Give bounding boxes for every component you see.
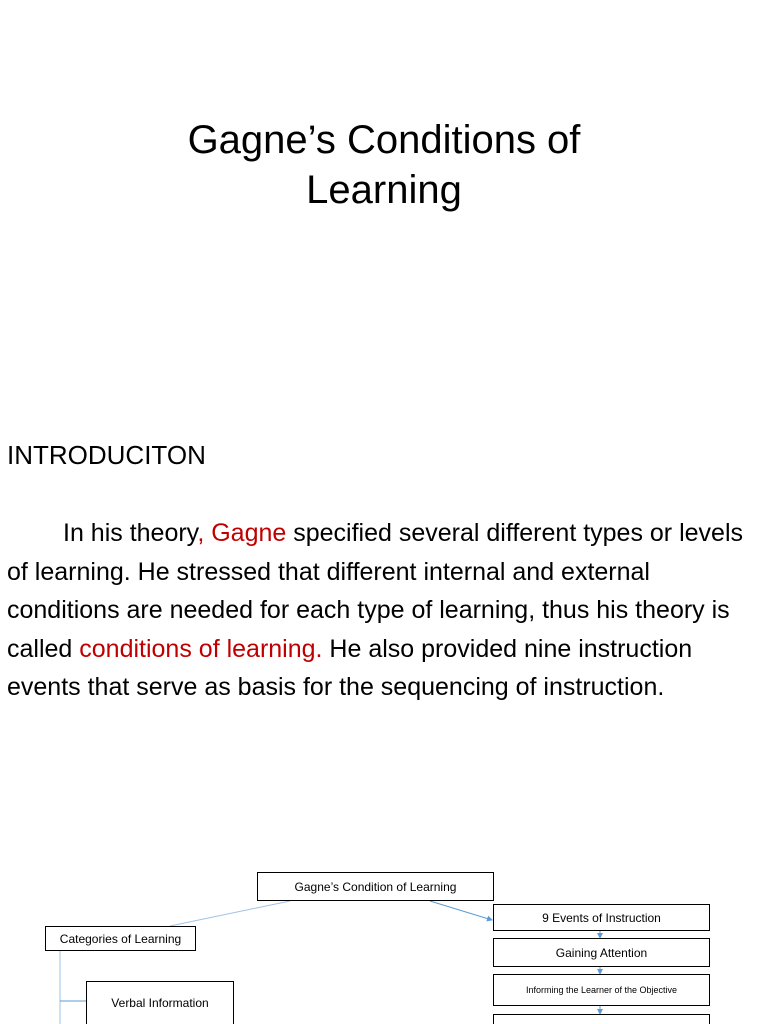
conditions-diagram [0, 860, 768, 1024]
intro-text-part-3: He also provided nine instruction events that serve as basis for the sequencing of instruction. [7, 634, 693, 701]
slide-title [0, 115, 768, 215]
intro-highlight-conditions: conditions of learning. [79, 634, 323, 663]
diagram-node-categories: Categories of Learning [45, 926, 196, 951]
connector-root-to-categories [170, 901, 290, 926]
diagram-node-root: Gagne’s Condition of Learning [257, 872, 494, 901]
diagram-node-verbal-information: Verbal Information [86, 981, 234, 1024]
diagram-node-next-event [493, 1014, 710, 1024]
diagram-node-informing-learner: Informing the Learner of the Objective [493, 974, 710, 1006]
diagram-node-gaining-attention: Gaining Attention [493, 938, 710, 967]
slide-title-line-1: Gagne’s Conditions of [187, 118, 581, 162]
intro-text-part-2: specified several different types or levels of learning. He stressed that different internal and external conditions are needed for each type of learning, thus his theory is called [7, 519, 743, 663]
intro-heading: INTRODUCITON [7, 440, 206, 470]
connector-root-to-events [430, 901, 492, 920]
diagram-node-events: 9 Events of Instruction [493, 904, 710, 931]
intro-text-part-1: In his theory [63, 519, 198, 547]
intro-highlight-gagne: , Gagne [197, 519, 287, 547]
intro-paragraph [7, 514, 763, 707]
slide-title-line-2: Learning [306, 168, 462, 212]
